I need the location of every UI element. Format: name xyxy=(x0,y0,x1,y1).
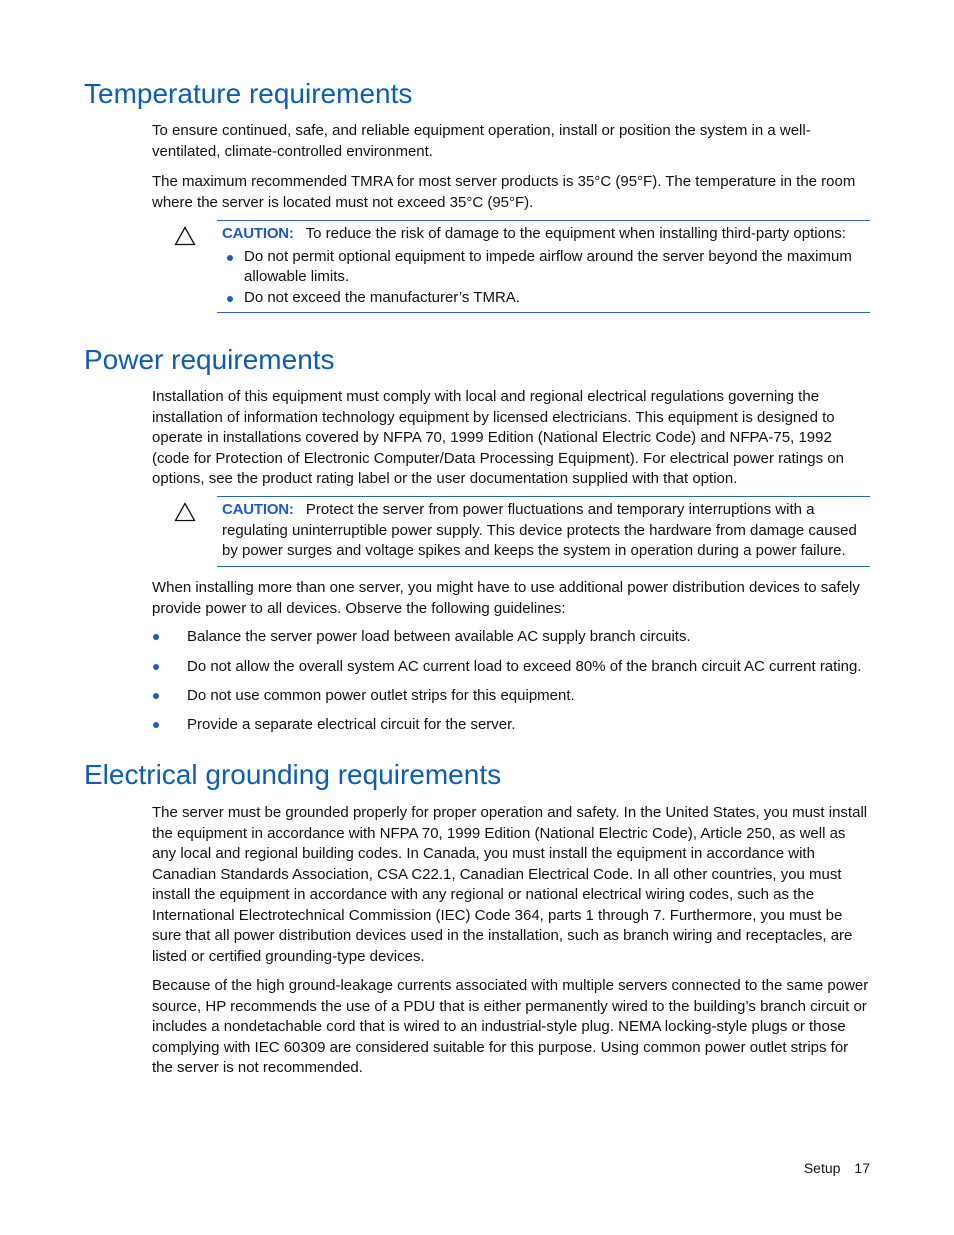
list-item xyxy=(152,686,882,706)
footer-section: Setup xyxy=(803,1160,841,1176)
list-item-text: Do not use common power outlet strips for this equipment. xyxy=(187,687,575,704)
grounding-para-2: Because of the high ground-leakage currents associated with multiple servers connected to the same power source, HP recommends the use of a PDU that is either permanently wired to the building’s branch circuit or includes a nondetachable cord that is wired to an industrial-style plug. NEMA locking-style plugs or those complying with IEC 60309 are considered suitable for this purpose. Using common power outlet strips for the server is not recommended. xyxy=(152,977,869,1076)
bullet-dot-icon xyxy=(153,722,159,728)
caution-list-item xyxy=(222,247,870,288)
warning-triangle-icon xyxy=(174,226,196,246)
list-item-text: Do not allow the overall system AC current load to exceed 80% of the branch circuit AC current rating. xyxy=(187,658,862,675)
list-item xyxy=(152,657,882,677)
caution-item-text: Do not exceed the manufacturer’s TMRA. xyxy=(244,288,520,306)
caution-item-text: Do not permit optional equipment to impede airflow around the server beyond the maximum allowable limits. xyxy=(244,247,852,285)
caution-box-power xyxy=(217,496,870,567)
caution-box-temperature xyxy=(217,220,870,313)
page-footer xyxy=(804,1158,870,1178)
list-item-text: Provide a separate electrical circuit for the server. xyxy=(187,716,516,733)
bullet-dot-icon xyxy=(153,664,159,670)
page-number: 17 xyxy=(854,1160,870,1176)
caution-text: To reduce the risk of damage to the equipment when installing third-party options: xyxy=(305,225,846,242)
list-item xyxy=(152,627,882,647)
power-para-2: When installing more than one server, you might have to use additional power distribution devices to safely provide power to all devices. Observe the following guidelines: xyxy=(152,579,860,617)
heading-power: Power requirements xyxy=(84,344,335,375)
temperature-para-2: The maximum recommended TMRA for most server products is 35°C (95°F). The temperature in the room where the server is located must not exceed 35°C (95°F). xyxy=(152,173,856,211)
list-item xyxy=(152,715,882,735)
list-item-text: Balance the server power load between available AC supply branch circuits. xyxy=(187,628,691,645)
bullet-dot-icon xyxy=(153,693,159,699)
warning-triangle-icon xyxy=(174,502,196,522)
heading-temperature: Temperature requirements xyxy=(84,78,413,109)
bullet-dot-icon xyxy=(153,634,159,640)
caution-list xyxy=(222,247,870,309)
heading-grounding: Electrical grounding requirements xyxy=(84,759,502,790)
caution-text: Protect the server from power fluctuations and temporary interruptions with a regulating uninterruptible power supply. This device protects the hardware from damage caused by power surges and voltage spikes and keeps the system in operation during a power failure. xyxy=(222,501,857,559)
temperature-para-1: To ensure continued, safe, and reliable equipment operation, install or position the system in a well-ventilated, climate-controlled environment. xyxy=(152,122,811,160)
caution-label: CAUTION: xyxy=(222,225,294,242)
caution-list-item xyxy=(222,288,870,309)
power-para-1: Installation of this equipment must comply with local and regional electrical regulations governing the installation of information technology equipment by licensed electricians. This equipment is designed to operate in installations covered by NFPA 70, 1999 Edition (National Electric Code) and NFPA-75, 1992 (code for Protection of Electronic Computer/Data Processing Equipment). For electrical power ratings on options, see the product rating label or the user documentation supplied with that option. xyxy=(152,388,844,487)
bullet-dot-icon xyxy=(227,296,233,302)
bullet-dot-icon xyxy=(227,255,233,261)
grounding-para-1: The server must be grounded properly for proper operation and safety. In the United States, you must install the equipment in accordance with NFPA 70, 1999 Edition (National Electric Code), Article 250, as well as any local and regional building codes. In Canada, you must install the equipment in accordance with Canadian Standards Association, CSA C22.1, Canadian Electrical Code. In all other countries, you must install the equipment in accordance with any regional or national electrical wiring codes, such as the International Electrotechnical Commission (IEC) Code 364, parts 1 through 7. Furthermore, you must be sure that all power distribution devices used in the installation, such as branch wiring and receptacles, are listed or certified grounding-type devices. xyxy=(152,804,868,965)
caution-label: CAUTION: xyxy=(222,501,294,518)
